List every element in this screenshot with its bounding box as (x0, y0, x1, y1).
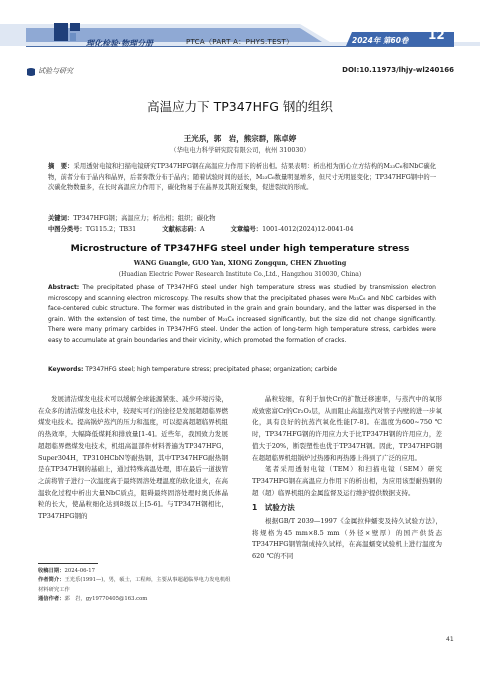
abstract-en (48, 283, 436, 347)
body-column-right (252, 394, 442, 563)
class-label: 中图分类号： (48, 226, 86, 233)
body-column-left (38, 394, 228, 523)
issue-number: 12 (428, 28, 445, 42)
affiliation-cn: （华电电力科学研究院有限公司，杭州 310030） (170, 147, 310, 154)
section-heading: 1 试验方法 (252, 503, 295, 513)
footnote (38, 567, 234, 605)
abstract-text-cn: 采用透射电镜和扫描电镜研究TP347HFG钢在高温应力作用下的析出相。结果表明：析出相为面心立方结构的M₂₃C₆和NbC碳化物，前者分布于晶内和晶界，后者弥散分布于晶内；随着试验时间的延长，M₂₃C₆数量明显增多，但尺寸无明显变化；TP347HFG钢中的一次碳化物数量多，在长时高温应力作用下，碳化物易于在晶界及其附近聚集，促进裂纹的形成。 (48, 163, 437, 191)
abstract-text-en: The precipitated phase of TP347HFG steel under high temperature stress was studied by transmission electron microscopy and scanning electron microscopy. The results show that the precipitated phases were M₂₃C₆ and NbC carbides with face-centered cubic structure. The former was distributed in the grain and grain boundary, and the latter was dispersed in the grain. With the extension of test time, the number of M₂₃C₆ increased significantly, but the size did not change significantly. There were many primary carbides in TP347HFG steel. Under the action of long-term high temperature stress, carbides were easy to accumulate at grain boundaries and their vicinity, which promoted the formation of cracks. (48, 284, 436, 344)
abstract-label-cn: 摘 要： (48, 163, 74, 170)
corr-label: 通信作者： (38, 596, 65, 603)
paragraph: 根据GB/T 2039—1997《金属拉伸蠕变及持久试验方法》，将规格为45 mm×8.5 mm（外径×壁厚）的国产供货态TP347HFG钢管制成持久试样，在高温蠕变试验机上进行温度为620 ℃的不同 (252, 517, 442, 561)
issue-label: 2024年 第60卷 (352, 36, 409, 45)
affiliation-en: (Huadian Electric Power Research Institute Co.,Ltd., Hangzhou 310030, China) (118, 271, 362, 278)
article-no-label: 文章编号： (230, 226, 263, 233)
authors-en: WANG Guangle, GUO Yan, XIONG Zongqun, CHEN Zhuoting (133, 260, 347, 267)
abstract-cn (48, 162, 436, 194)
class-value: TG115.2；TB31 (85, 226, 137, 233)
paragraph: 晶粒较细，有利于加快Cr的扩散迁移速率，与蒸汽中的氧形成致密富Cr的Cr₂O₃层，从而阻止高温蒸汽对管子内壁的进一步氧化，具有良好的抗蒸汽氧化性能[7-8]。在温度为600~750 ℃时，TP347HFG钢的许用应力大于比TP347H钢的许用应力，差值大于20%，断裂塑性也优于TP347H钢。因此，TP347HFG钢在超超临界机组锅炉过热器和再热器上得到了广泛的应用。 (252, 395, 442, 462)
journal-name: 理化检验·物理分册 (86, 39, 154, 48)
journal-subtitle: PTCA（PART A：PHYS.TEST） (186, 38, 294, 46)
section-tag-icon (26, 67, 36, 77)
article-title-en: Microstructure of TP347HFG steel under high temperature stress (70, 243, 410, 254)
keywords-text-cn: TP347HFG钢；高温应力；析出相；组织；碳化物 (73, 215, 216, 222)
author-label: 作者简介： (38, 577, 65, 584)
authors-cn: 王光乐，郭 岩，熊宗群，陈卓婷 (183, 134, 297, 143)
corr-contact[interactable]: 郭 岩，gy19770405@163.com (64, 596, 148, 603)
page-number: 41 (446, 636, 454, 643)
footnote-rule (38, 563, 98, 564)
keywords-label-en: Keywords: (48, 366, 84, 373)
doc-code-label: 文献标志码： (162, 226, 200, 233)
doc-code-value: A (200, 226, 205, 233)
keywords-text-en: TP347HFG steel; high temperature stress; precipitated phase; organization; carbide (85, 366, 338, 373)
keywords-cn (48, 214, 436, 225)
footnote-corresponding (38, 595, 234, 604)
article-no-value: 1001-4012(2024)12-0041-04 (262, 226, 354, 233)
paragraph: 发展清洁煤发电技术可以缓解全球能源紧张、减少环境污染，在众多的清洁煤发电技术中，较现实可行的途径是发展超超临界燃煤发电技术。提高锅炉蒸汽的压力和温度，可以提高超超临界机组的热效率，大幅降低煤耗和排放量[1-4]。近些年，我国致力发展超超临界燃煤发电技术，机组高温部件材料普遍为TP347HFG，Super304H，TP310HCbN等耐热钢，其中TP347HFG耐热钢是在TP347H钢的基础上，通过特殊高温处理，即在最后一道拔管之前将管子进行一次温度高于最终固溶处理温度的软化退火，在高温软化过程中析出大量NbC质点，阻碍最终固溶处理时奥氏体晶粒的长大，使晶粒细化达到8级以上[5-6]。与TP347H钢相比，TP347HFG钢的 (38, 395, 228, 521)
author-bio: 王光乐(1991—)，男，硕士，工程师，主要从事超超临界电力发电机组材料研究工作 (38, 577, 231, 593)
keywords-label-cn: 关键词： (48, 215, 74, 222)
received-label: 收稿日期： (38, 568, 65, 574)
footnote-author (38, 576, 234, 595)
doi[interactable]: DOI:10.11973/lhjy-wl240166 (342, 66, 454, 74)
footnote-received (38, 567, 234, 576)
article-title-cn: 高温应力下 TP347HFG 钢的组织 (147, 99, 333, 114)
abstract-label-en: Abstract: (48, 284, 80, 291)
section-tag: 试验与研究 (38, 67, 73, 75)
received-date: 2024-06-17 (64, 568, 96, 574)
paragraph: 笔者采用透射电镜（TEM）和扫描电镜（SEM）研究TP347HFG钢在高温应力作用下的析出相，为应用该型耐热钢的超（超）临界机组的金属监督及运行维护提供数据支持。 (252, 465, 442, 497)
keywords-en (48, 365, 436, 376)
classification-row (48, 225, 436, 236)
